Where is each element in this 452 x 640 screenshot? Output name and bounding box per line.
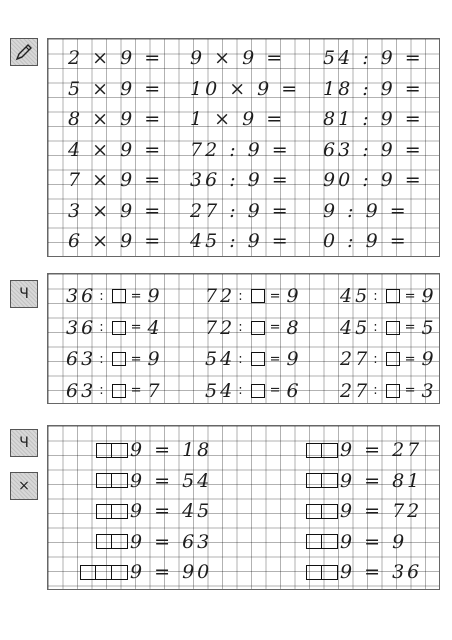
- digit-box: [96, 504, 112, 519]
- section2-icon-label: Ч: [19, 286, 29, 302]
- section2-icon-box: [10, 280, 38, 308]
- answer-box: [386, 321, 400, 335]
- equation: 6 × 9 =: [68, 230, 164, 252]
- missing-divisor-equation: [66, 283, 163, 309]
- missing-divisor-equation: [66, 346, 163, 372]
- colon-sign: :: [238, 383, 246, 398]
- missing-divisor-equation: [205, 346, 302, 372]
- equation: 72 : 9 =: [190, 138, 291, 161]
- colon-sign: :: [238, 351, 246, 367]
- answer-box: [251, 289, 265, 303]
- answer-boxes: [306, 504, 338, 519]
- answer-boxes: [306, 473, 338, 488]
- equals-sign: =: [269, 383, 284, 398]
- equation: 27 : 9 =: [190, 199, 291, 222]
- equation: 18 : 9 =: [323, 77, 424, 100]
- equation: 0 : 9 =: [323, 230, 409, 252]
- box-multiplication-equation: [96, 498, 212, 524]
- equals-sign: =: [269, 320, 284, 335]
- equation: 36 : 9 =: [190, 169, 291, 191]
- box-multiplication-equation: [96, 468, 212, 494]
- answer-boxes: [96, 443, 128, 458]
- equation: 54 : 9 =: [323, 47, 424, 69]
- equals-sign: =: [130, 288, 145, 304]
- answer-boxes: [306, 534, 338, 549]
- equation-rhs: 9 = 72: [340, 500, 423, 522]
- equation: 9 × 9 =: [190, 47, 286, 69]
- missing-divisor-equation: [205, 283, 302, 309]
- digit-box: [306, 504, 322, 519]
- quotient: 9: [147, 348, 163, 370]
- colon-sign: :: [373, 320, 381, 335]
- quotient: 9: [421, 285, 437, 307]
- dividend: 72: [205, 316, 236, 339]
- dividend: 27: [340, 348, 371, 370]
- equation: 3 × 9 =: [68, 199, 164, 222]
- equals-sign: =: [404, 320, 419, 335]
- missing-divisor-equation: [66, 378, 163, 404]
- digit-box: [96, 473, 112, 488]
- digit-box: [322, 534, 338, 549]
- section3-icon-label-1: Ч: [19, 435, 29, 451]
- missing-divisor-equation: [205, 378, 302, 404]
- equation: 4 × 9 =: [68, 138, 164, 161]
- colon-sign: :: [99, 383, 107, 398]
- digit-box: [96, 443, 112, 458]
- missing-divisor-equation: [340, 283, 437, 309]
- equals-sign: =: [130, 351, 145, 367]
- box-multiplication-equation: [80, 559, 212, 585]
- equation-rhs: 9 = 54: [130, 469, 213, 492]
- box-multiplication-equation: [306, 559, 422, 585]
- answer-box: [112, 321, 126, 335]
- missing-divisor-equation: [340, 378, 437, 404]
- colon-sign: :: [99, 320, 107, 335]
- quotient: 6: [286, 379, 302, 402]
- answer-boxes: [96, 534, 128, 549]
- digit-box: [322, 473, 338, 488]
- colon-sign: :: [99, 351, 107, 367]
- quotient: 9: [286, 285, 302, 307]
- colon-sign: :: [238, 288, 246, 304]
- digit-box: [96, 534, 112, 549]
- equation: 9 : 9 =: [323, 199, 409, 222]
- equation-rhs: 9 = 90: [130, 561, 213, 583]
- answer-box: [251, 352, 265, 366]
- equation: 1 × 9 =: [190, 108, 286, 130]
- missing-divisor-equation: [340, 346, 437, 372]
- equals-sign: =: [269, 288, 284, 304]
- box-multiplication-equation: [306, 529, 407, 555]
- section3-icon-box-2: [10, 472, 38, 500]
- quotient: 9: [421, 348, 437, 370]
- digit-box: [306, 534, 322, 549]
- missing-divisor-equation: [66, 315, 163, 341]
- equation-rhs: 9 = 18: [130, 439, 213, 461]
- dividend: 36: [66, 285, 97, 307]
- equation-rhs: 9 = 81: [340, 469, 423, 492]
- dividend: 63: [66, 348, 97, 370]
- digit-box: [112, 504, 128, 519]
- equals-sign: =: [404, 288, 419, 304]
- missing-divisor-equation: [340, 315, 437, 341]
- answer-box: [251, 384, 265, 398]
- pencil-icon: [14, 42, 34, 62]
- box-multiplication-equation: [306, 437, 422, 463]
- quotient: 9: [147, 285, 163, 307]
- digit-box: [306, 565, 322, 580]
- dividend: 27: [340, 379, 371, 402]
- digit-box: [112, 565, 128, 580]
- equals-sign: =: [130, 383, 145, 398]
- colon-sign: :: [99, 288, 107, 304]
- answer-boxes: [96, 504, 128, 519]
- equation: 8 × 9 =: [68, 108, 164, 130]
- answer-boxes: [306, 443, 338, 458]
- colon-sign: :: [373, 383, 381, 398]
- digit-box: [322, 504, 338, 519]
- equation: 63 : 9 =: [323, 138, 424, 161]
- quotient: 3: [421, 379, 437, 402]
- answer-box: [386, 289, 400, 303]
- digit-box: [112, 443, 128, 458]
- answer-box: [112, 289, 126, 303]
- missing-divisor-equation: [205, 315, 302, 341]
- quotient: 5: [421, 316, 437, 339]
- quotient: 4: [147, 316, 163, 339]
- box-multiplication-equation: [306, 468, 422, 494]
- dividend: 72: [205, 285, 236, 307]
- answer-box: [386, 352, 400, 366]
- quotient: 8: [286, 316, 302, 339]
- digit-box: [112, 534, 128, 549]
- equation: 81 : 9 =: [323, 108, 424, 130]
- section3-icon-label-2: ×: [18, 478, 30, 494]
- equals-sign: =: [404, 383, 419, 398]
- equals-sign: =: [269, 351, 284, 367]
- digit-box: [306, 443, 322, 458]
- dividend: 54: [205, 379, 236, 402]
- box-multiplication-equation: [96, 529, 212, 555]
- digit-box: [322, 565, 338, 580]
- digit-box: [112, 473, 128, 488]
- equation-rhs: 9 = 45: [130, 500, 213, 522]
- answer-boxes: [306, 565, 338, 580]
- answer-box: [386, 384, 400, 398]
- colon-sign: :: [238, 320, 246, 335]
- answer-boxes: [96, 473, 128, 488]
- digit-box: [306, 473, 322, 488]
- dividend: 63: [66, 379, 97, 402]
- equation: 90 : 9 =: [323, 169, 424, 191]
- quotient: 7: [147, 379, 163, 402]
- equation: 45 : 9 =: [190, 230, 291, 252]
- answer-box: [251, 321, 265, 335]
- equation-rhs: 9 = 9: [340, 530, 408, 553]
- quotient: 9: [286, 348, 302, 370]
- equation-rhs: 9 = 36: [340, 561, 423, 583]
- section3-icon-box-1: [10, 429, 38, 457]
- box-multiplication-equation: [306, 498, 422, 524]
- equation-rhs: 9 = 27: [340, 439, 423, 461]
- equation: 7 × 9 =: [68, 169, 164, 191]
- answer-box: [112, 384, 126, 398]
- pencil-icon-box: [10, 38, 38, 66]
- colon-sign: :: [373, 288, 381, 304]
- dividend: 36: [66, 316, 97, 339]
- equation: 10 × 9 =: [190, 77, 301, 100]
- answer-box: [112, 352, 126, 366]
- digit-box: [80, 565, 96, 580]
- equals-sign: =: [404, 351, 419, 367]
- dividend: 45: [340, 316, 371, 339]
- digit-box: [96, 565, 112, 580]
- equation: 2 × 9 =: [68, 47, 164, 69]
- equation: 5 × 9 =: [68, 77, 164, 100]
- answer-boxes: [80, 565, 128, 580]
- colon-sign: :: [373, 351, 381, 367]
- equation-rhs: 9 = 63: [130, 530, 213, 553]
- equals-sign: =: [130, 320, 145, 335]
- box-multiplication-equation: [96, 437, 212, 463]
- digit-box: [322, 443, 338, 458]
- dividend: 54: [205, 348, 236, 370]
- dividend: 45: [340, 285, 371, 307]
